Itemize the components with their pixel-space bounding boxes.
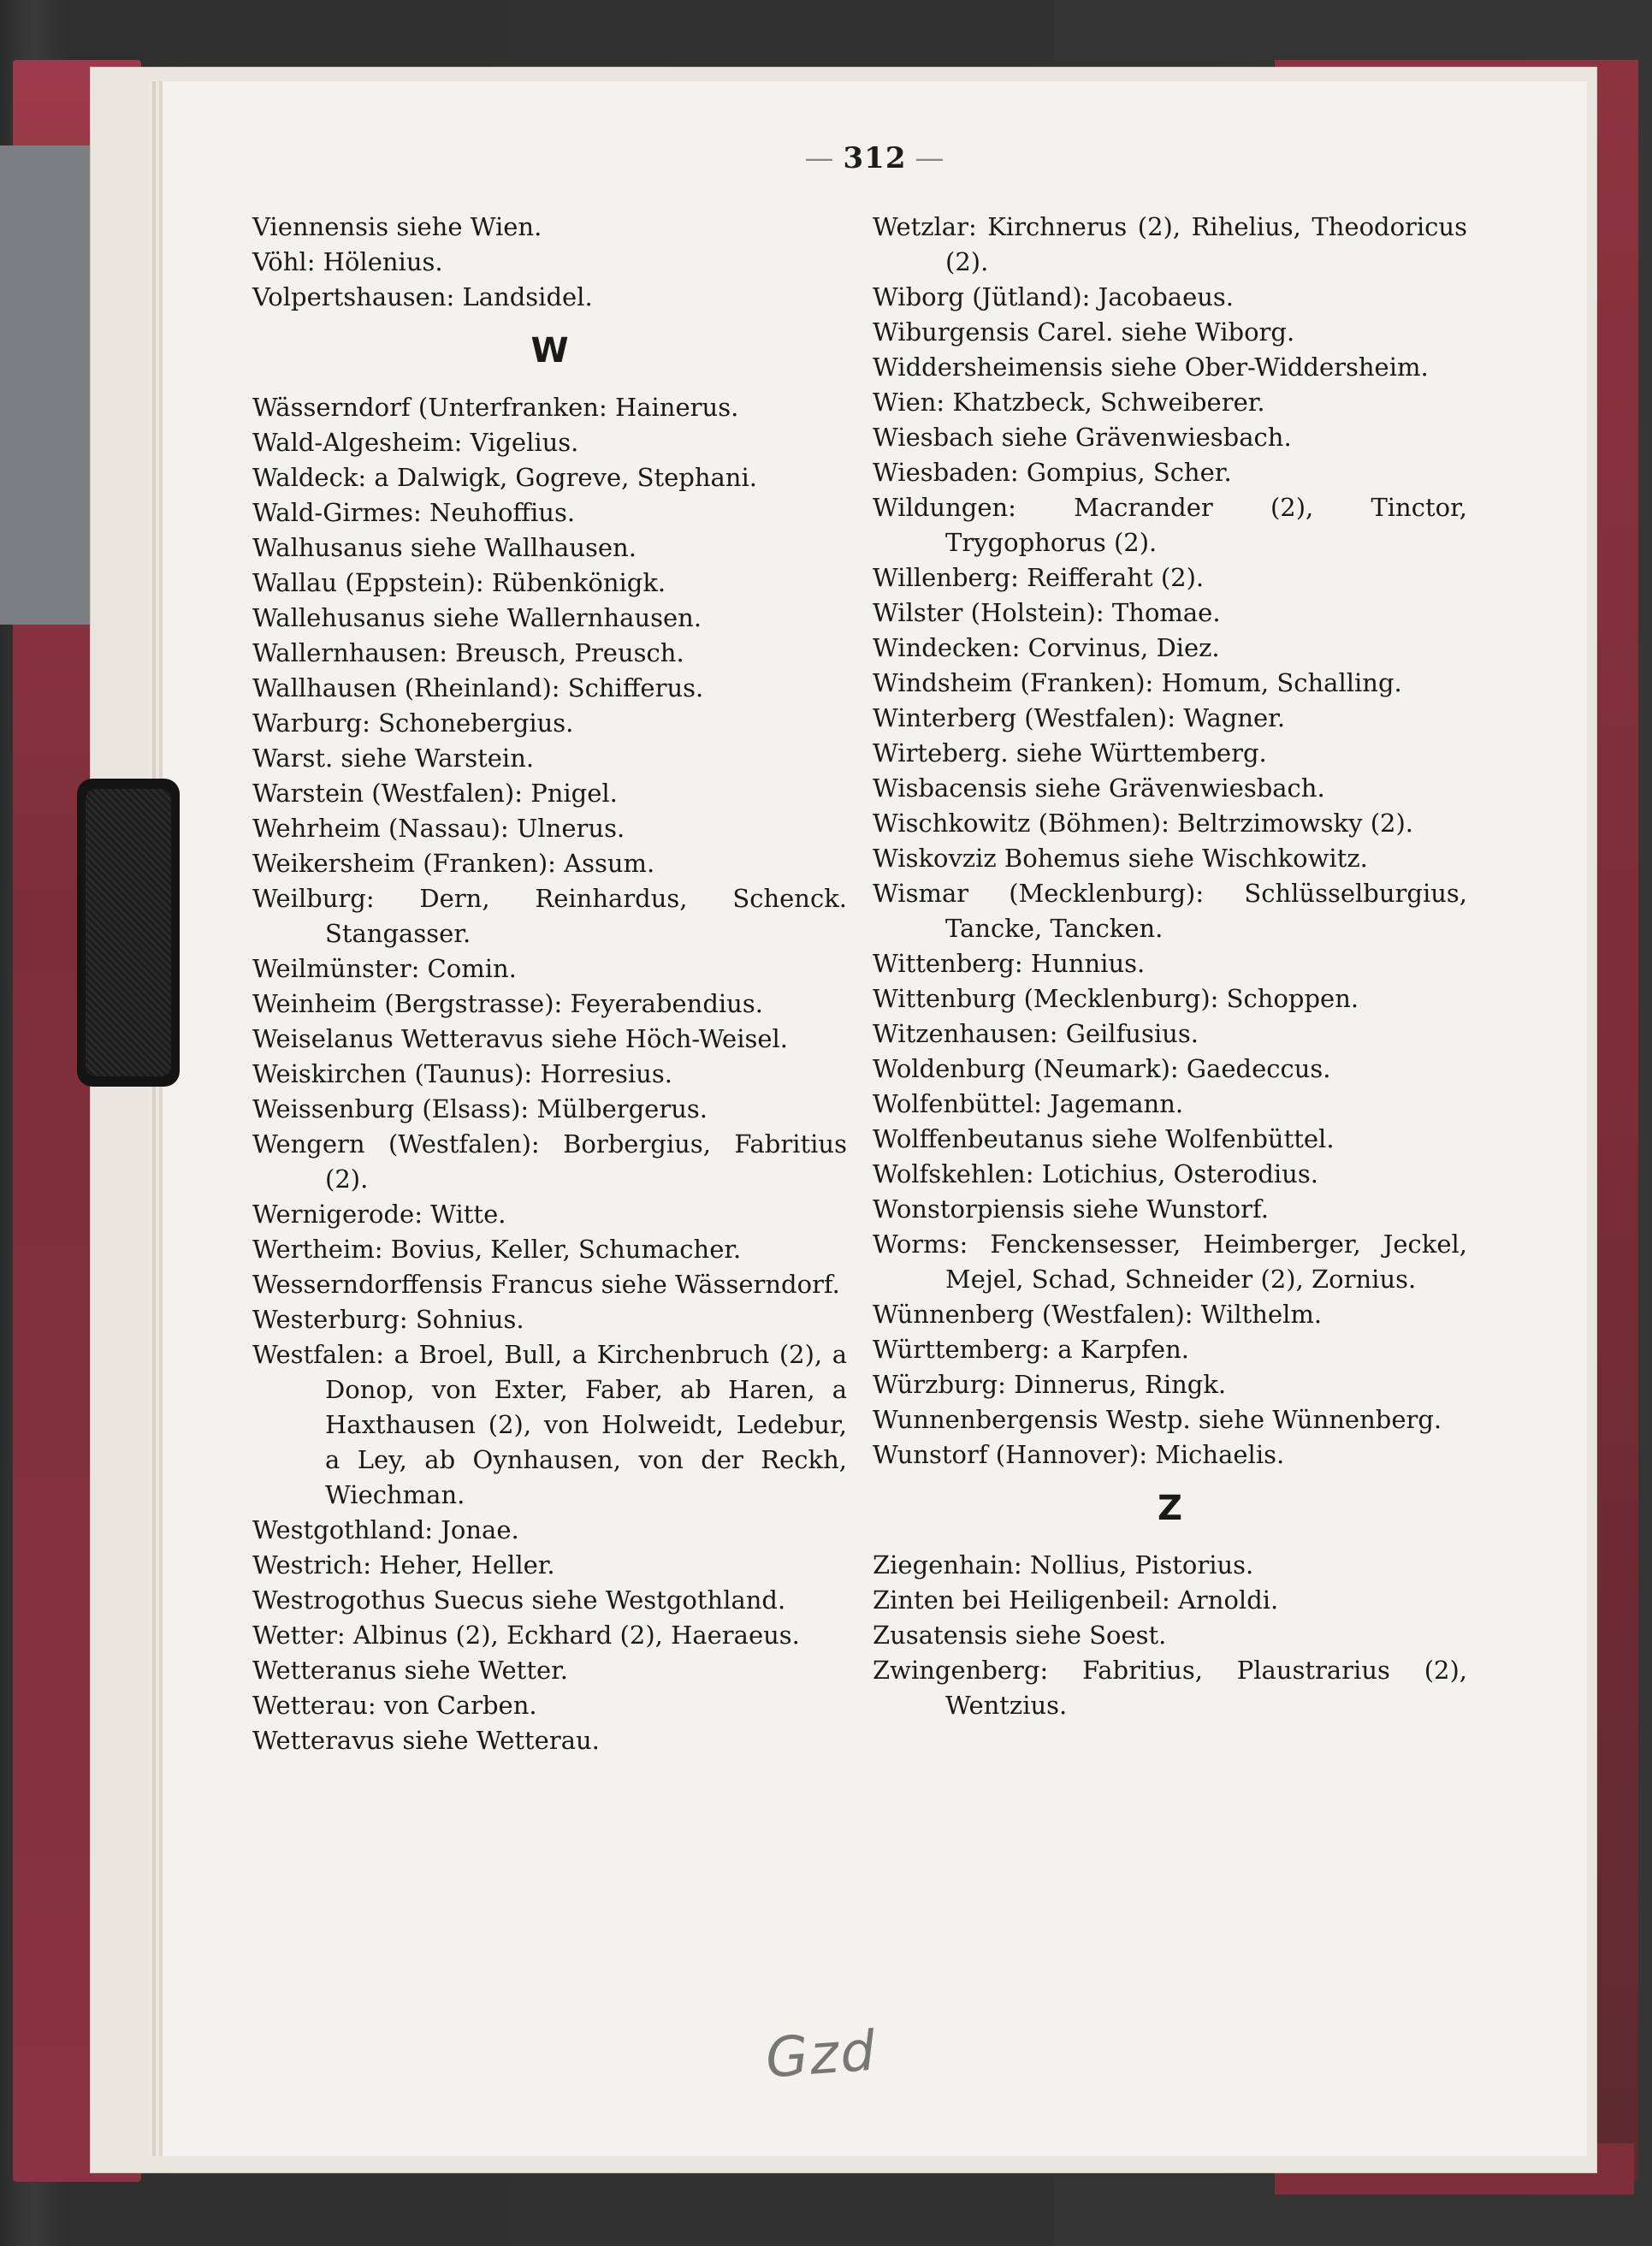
index-entry: Weiskirchen (Taunus): Horresius. — [252, 1059, 672, 1088]
index-entry: Wiskovziz Bohemus siehe Wischkowitz. — [873, 844, 1368, 873]
index-entry: Wolfenbüttel: Jagemann. — [873, 1089, 1184, 1118]
index-entry: Wallehusanus siehe Wallernhausen. — [252, 603, 702, 632]
index-entry: Wunstorf (Hannover): Michaelis. — [873, 1440, 1285, 1469]
index-entry: Wittenberg: Hunnius. — [873, 949, 1146, 978]
index-entry: Weilburg: Dern, Reinhardus, Schenck. Stangasser. — [252, 884, 847, 948]
index-entry: Zusatensis siehe Soest. — [873, 1621, 1167, 1650]
index-entry: Windsheim (Franken): Homum, Schalling. — [873, 668, 1402, 697]
index-entry: Württemberg: a Karpfen. — [873, 1335, 1189, 1364]
index-entry: Willenberg: Reifferaht (2). — [873, 563, 1205, 592]
index-entry: Wetzlar: Kirchnerus (2), Rihelius, Theodoricus (2). — [873, 212, 1467, 276]
index-entry: Weikersheim (Franken): Assum. — [252, 849, 655, 878]
index-entry: Volpertshausen: Landsidel. — [252, 282, 593, 311]
index-entry: Wünnenberg (Westfalen): Wilthelm. — [873, 1300, 1323, 1329]
index-entry: Winterberg (Westfalen): Wagner. — [873, 703, 1286, 732]
index-entry: Weilmünster: Comin. — [252, 954, 517, 983]
index-entry: Wiburgensis Carel. siehe Wiborg. — [873, 317, 1295, 347]
index-entry: Waldeck: a Dalwigk, Gogreve, Stephani. — [252, 463, 757, 492]
index-entry: Zwingenberg: Fabritius, Plaustrarius (2), Wentzius. — [873, 1656, 1467, 1720]
index-entry: Vöhl: Hölenius. — [252, 247, 443, 276]
index-entry: Wunnenbergensis Westp. siehe Wünnenberg. — [873, 1405, 1442, 1434]
index-entry: Wolffenbeutanus siehe Wolfenbüttel. — [873, 1124, 1335, 1153]
index-entry: Wald-Girmes: Neuhoffius. — [252, 498, 576, 527]
index-entry: Ziegenhain: Nollius, Pistorius. — [873, 1550, 1254, 1579]
left-column — [252, 210, 847, 1758]
page-number — [163, 141, 1587, 175]
right-column — [873, 210, 1467, 1723]
index-entry: Wischkowitz (Böhmen): Beltrzimowsky (2). — [873, 809, 1414, 838]
index-entry: Wirteberg. siehe Württemberg. — [873, 738, 1267, 767]
index-entry: Viennensis siehe Wien. — [252, 212, 542, 241]
index-entry: Westfalen: a Broel, Bull, a Kirchenbruch (2), a Donop, von Exter, Faber, ab Haren, a Haxthausen (2), von Holweidt, Ledebur, a Ley, ab Oynhausen, von der Reckh, Wiechman. — [252, 1340, 847, 1509]
index-entry: Wisbacensis siehe Grävenwiesbach. — [873, 773, 1325, 803]
section-letter-w: W — [530, 331, 569, 370]
index-entry: Wonstorpiensis siehe Wunstorf. — [873, 1194, 1269, 1224]
index-entry: Wässerndorf (Unterfranken: Hainerus. — [252, 393, 739, 422]
index-entry: Wald-Algesheim: Vigelius. — [252, 428, 579, 457]
index-entry: Würzburg: Dinnerus, Ringk. — [873, 1370, 1227, 1399]
book-page — [163, 81, 1587, 2156]
index-entry: Woldenburg (Neumark): Gaedeccus. — [873, 1054, 1331, 1083]
index-entry: Wien: Khatzbeck, Schweiberer. — [873, 388, 1265, 417]
page-number-dash-right: — — [915, 141, 945, 175]
index-entry: Wetter: Albinus (2), Eckhard (2), Haeraeus. — [252, 1621, 800, 1650]
index-entry: Weiselanus Wetteravus siehe Höch-Weisel. — [252, 1024, 789, 1053]
index-entry: Warburg: Schonebergius. — [252, 708, 574, 738]
index-entry: Westerburg: Sohnius. — [252, 1305, 524, 1334]
index-entry: Wehrheim (Nassau): Ulnerus. — [252, 814, 625, 843]
index-entry: Wallau (Eppstein): Rübenkönigk. — [252, 568, 666, 597]
index-entry: Witzenhausen: Geilfusius. — [873, 1019, 1199, 1048]
handwritten-note: Gzd — [763, 2019, 879, 2091]
index-entry: Worms: Fenckensesser, Heimberger, Jeckel, Mejel, Schad, Schneider (2), Zornius. — [873, 1230, 1467, 1294]
index-entry: Wetteranus siehe Wetter. — [252, 1656, 569, 1685]
index-entry: Wildungen: Macrander (2), Tinctor, Trygophorus (2). — [873, 493, 1467, 557]
index-entry: Wernigerode: Witte. — [252, 1200, 506, 1229]
index-entry: Wiesbaden: Gompius, Scher. — [873, 458, 1232, 487]
index-entry: Wiesbach siehe Grävenwiesbach. — [873, 423, 1292, 452]
index-entry: Wallhausen (Rheinland): Schifferus. — [252, 673, 704, 702]
index-entry: Zinten bei Heiligenbeil: Arnoldi. — [873, 1585, 1279, 1615]
index-entry: Widdersheimensis siehe Ober-Widdersheim. — [873, 353, 1429, 382]
index-entry: Walhusanus siehe Wallhausen. — [252, 533, 637, 562]
index-entry: Wiborg (Jütland): Jacobaeus. — [873, 282, 1235, 311]
index-entry: Warstein (Westfalen): Pnigel. — [252, 779, 618, 808]
index-entry: Warst. siehe Warstein. — [252, 744, 535, 773]
bookmark-ribbon — [77, 779, 180, 1087]
index-entry: Wismar (Mecklenburg): Schlüsselburgius, Tancke, Tancken. — [873, 879, 1467, 943]
index-entry: Wetteravus siehe Wetterau. — [252, 1726, 600, 1755]
index-entry: Windecken: Corvinus, Diez. — [873, 633, 1220, 662]
index-entry: Weinheim (Bergstrasse): Feyerabendius. — [252, 989, 763, 1018]
index-entry: Westgothland: Jonae. — [252, 1515, 519, 1544]
index-entry: Weissenburg (Elsass): Mülbergerus. — [252, 1094, 708, 1123]
index-entry: Wallernhausen: Breusch, Preusch. — [252, 638, 684, 667]
index-entry: Wengern (Westfalen): Borbergius, Fabritius (2). — [252, 1129, 847, 1194]
page-number-value: 312 — [843, 141, 907, 175]
index-entry: Westrich: Heher, Heller. — [252, 1550, 555, 1579]
index-entry: Wesserndorffensis Francus siehe Wässerndorf. — [252, 1270, 840, 1299]
index-entry: Wittenburg (Mecklenburg): Schoppen. — [873, 984, 1359, 1013]
index-entry: Wertheim: Bovius, Keller, Schumacher. — [252, 1235, 742, 1264]
index-entry: Wetterau: von Carben. — [252, 1691, 537, 1720]
page-number-dash-left: — — [804, 141, 835, 175]
index-entry: Wolfskehlen: Lotichius, Osterodius. — [873, 1159, 1318, 1188]
index-entry: Westrogothus Suecus siehe Westgothland. — [252, 1585, 786, 1615]
index-entry: Wilster (Holstein): Thomae. — [873, 598, 1221, 627]
section-letter-z: Z — [1157, 1489, 1182, 1528]
